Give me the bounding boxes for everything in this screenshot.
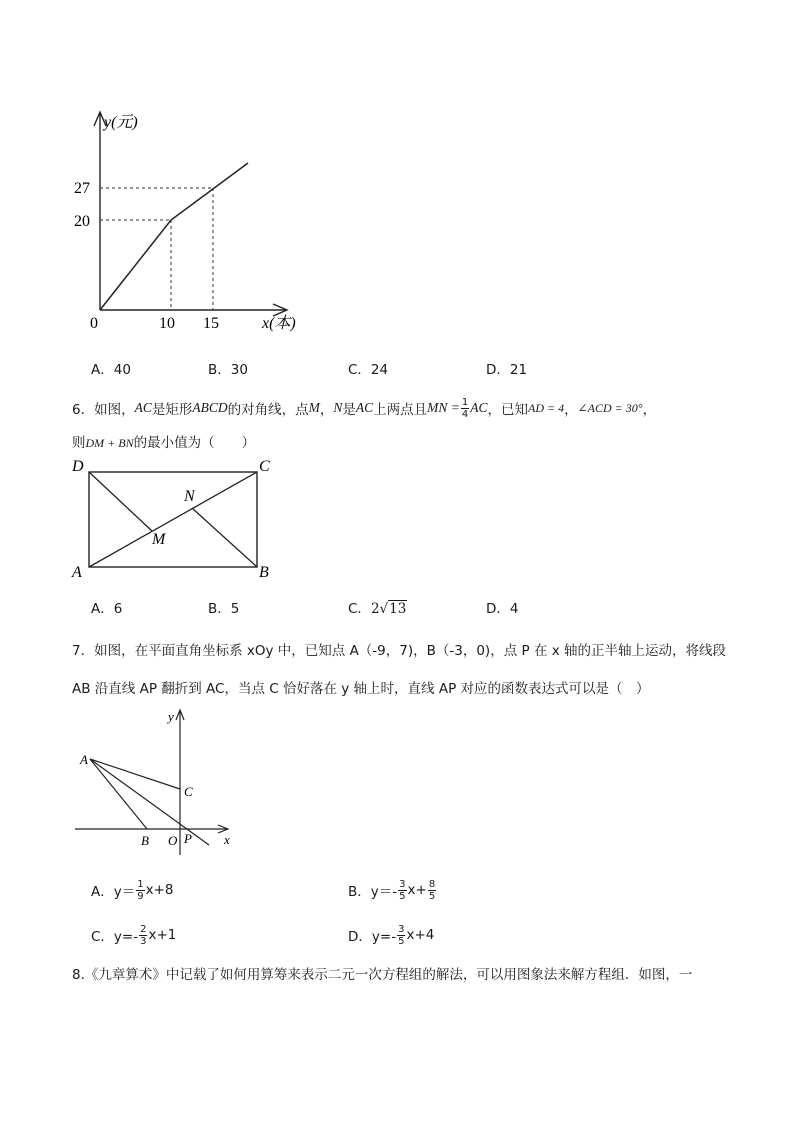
q6-label-a: A — [72, 564, 82, 581]
q5-option-c[interactable]: C．24 — [348, 362, 389, 378]
q6-stem-line1 — [72, 393, 656, 423]
q6-text-2: 的对角线，点 — [227, 402, 309, 418]
q6-option-a[interactable]: A．6 — [91, 601, 123, 617]
q7-label-x: x — [224, 832, 230, 847]
q7-option-c-fraction — [139, 924, 147, 947]
q7-option-d-den: 5 — [398, 935, 405, 947]
q7-option-a[interactable] — [91, 875, 174, 905]
q6-frac-num: 1 — [461, 396, 469, 408]
q5-tick-20: 20 — [74, 213, 90, 230]
q6-angle: ∠ACD = 30° — [577, 400, 643, 415]
q6-label-c: C — [259, 458, 270, 475]
q8-stem-line1: 8.《九章算术》中记载了如何用算筹来表示二元一次方程组的解法，可以用图象法来解方程组．如图，一 — [72, 967, 693, 983]
q6-mn-eq: MN = — [427, 400, 460, 415]
q7-option-d-suffix: x+4 — [406, 927, 435, 943]
q6-label-d: D — [72, 458, 84, 475]
q7-option-b-den-2: 5 — [428, 890, 436, 902]
q7-segment-ac — [90, 759, 180, 789]
q6-comma: ， — [319, 402, 334, 418]
q6-text-3: 是 — [342, 402, 356, 418]
q6-option-b[interactable]: B．5 — [208, 601, 240, 617]
q6-text-1: 是矩形 — [151, 402, 193, 418]
q7-option-a-prefix: A．y＝ — [91, 884, 136, 900]
q7-label-y: y — [168, 709, 174, 724]
q6-rectangle-figure — [66, 455, 286, 585]
q6-dm-bn: DM + BN — [85, 436, 134, 450]
q6-text-5: ，已知 — [487, 402, 529, 418]
q5-tick-0: 0 — [90, 315, 98, 332]
q5-option-d[interactable]: D．21 — [486, 362, 528, 378]
q5-option-b[interactable]: B．30 — [208, 362, 248, 378]
q5-option-a[interactable]: A．40 — [91, 362, 131, 378]
q6-n: N — [333, 400, 343, 415]
q7-option-a-fraction — [136, 879, 144, 902]
q7-stem-line1: 7．如图，在平面直角坐标系 xOy 中，已知点 A（-9，7)，B（-3，0)，点 P 在 x 轴的正半轴上运动，将线段 — [72, 643, 726, 659]
q6-frac-den: 4 — [461, 408, 469, 420]
q7-option-a-num: 1 — [137, 878, 144, 890]
q7-label-c: C — [184, 784, 193, 799]
q6-fraction — [461, 397, 469, 420]
q6-segment-dm — [89, 472, 152, 531]
q7-option-b-num-2: 8 — [428, 878, 436, 890]
q7-option-d-fraction — [397, 924, 405, 947]
q6-ad: AD = 4 — [528, 400, 565, 415]
q7-option-b-fraction-2 — [428, 879, 436, 902]
q5-y-axis-label: y(元) — [104, 114, 138, 131]
q6-segment-bn — [192, 508, 257, 567]
q6-abcd: ABCD — [192, 400, 228, 415]
q6-option-c[interactable] — [348, 597, 407, 617]
q7-label-o: O — [168, 833, 178, 848]
q7-coordinate-figure — [70, 705, 250, 855]
q6-ac-3: AC — [470, 400, 488, 415]
q6-ac-1: AC — [134, 400, 152, 415]
q7-option-b-mid: x+ — [407, 882, 427, 898]
q6-stem-num: 6．如图， — [72, 402, 135, 418]
q6-diagonal-ac — [89, 472, 257, 567]
q7-option-d-num: 3 — [398, 923, 405, 935]
q7-option-c-suffix: x+1 — [148, 927, 177, 943]
q6-text-6: ， — [564, 402, 578, 418]
q6-line2-b: 的最小值为（ ） — [133, 435, 256, 451]
q7-option-b-num-1: 3 — [399, 878, 406, 890]
q7-option-c-den: 3 — [140, 935, 147, 947]
q7-option-d[interactable] — [348, 920, 434, 950]
q5-x-axis-label: x(本) — [262, 315, 296, 332]
q6-label-b: B — [259, 564, 269, 581]
q7-option-b[interactable] — [348, 875, 437, 905]
q7-option-d-prefix: D．y=- — [348, 929, 397, 945]
q5-tick-27: 27 — [74, 180, 90, 197]
q7-option-c[interactable] — [91, 920, 176, 950]
q7-label-a: A — [80, 752, 88, 767]
q5-tick-15: 15 — [203, 315, 219, 332]
q6-option-c-radicand: 13 — [389, 601, 407, 617]
q7-stem-line2: AB 沿直线 AP 翻折到 AC，当点 C 恰好落在 y 轴上时，直线 AP 对应的函数表达式可以是（ ） — [72, 681, 650, 697]
q6-m: M — [308, 400, 320, 415]
q7-option-a-suffix: x+8 — [145, 882, 174, 898]
q7-label-p: P — [184, 831, 192, 846]
q6-label-m: M — [152, 531, 166, 548]
q6-text-4: 上两点且 — [373, 402, 428, 418]
q6-ac-2: AC — [355, 400, 374, 415]
q5-function-line — [100, 163, 248, 310]
q7-option-c-prefix: C．y=- — [91, 929, 139, 945]
q6-option-c-coef: 2 — [370, 601, 380, 617]
q7-label-b: B — [141, 833, 149, 848]
q7-option-b-fraction-1 — [398, 879, 406, 902]
q6-sqrt-sign: √ — [379, 601, 389, 617]
q6-stem-line2 — [72, 431, 255, 451]
q6-label-n: N — [184, 488, 195, 505]
q5-price-graph — [70, 100, 320, 340]
q6-text-7: ， — [642, 402, 657, 418]
q7-option-c-num: 2 — [140, 923, 147, 935]
q7-option-b-prefix: B．y＝- — [348, 884, 398, 900]
q6-option-d[interactable]: D．4 — [486, 601, 519, 617]
q7-option-b-den-1: 5 — [399, 890, 406, 902]
q6-option-c-prefix: C． — [348, 601, 371, 617]
q6-line2-a: 则 — [72, 435, 86, 451]
q5-tick-10: 10 — [159, 315, 175, 332]
q7-option-a-den: 9 — [137, 890, 144, 902]
